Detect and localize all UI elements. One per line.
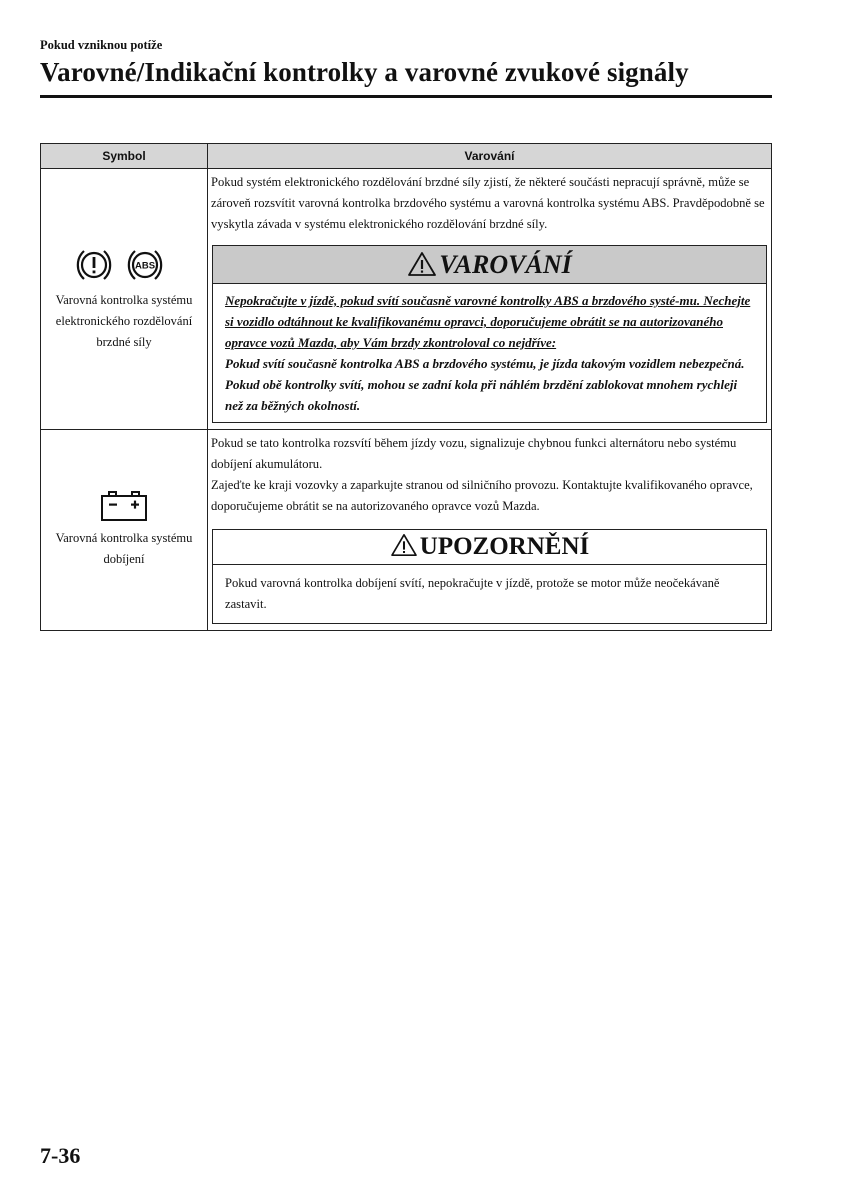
description-text: Zajeďte ke kraji vozovky a zaparkujte stranou od silničního provozu. Kontaktujte kvalifikovaného opravce, doporučujeme obrátit se na autorizovaného opravce vozů Mazda. (211, 478, 753, 513)
section-label: Pokud vzniknou potíže (40, 38, 163, 52)
warning-heading (213, 246, 766, 284)
warning-triangle-icon (407, 251, 437, 277)
title-divider (40, 95, 772, 98)
symbol-cell (41, 169, 208, 430)
page-title: Varovné/Indikační kontrolky a varovné zvukové signály (40, 57, 689, 87)
warning-underlined-text: Nepokračujte v jízdě, pokud svítí současně varovné kontrolky ABS a brzdového systé-mu. Nechejte si vozidlo odtáhnout ke kvalifikovanému opravci, doporučujeme obrátit se na autorizovaného opravce vozů Mazda, aby Vám brzdy zkontroloval co nejdříve: (225, 293, 751, 350)
warning-title: VAROVÁNÍ (439, 250, 572, 279)
symbol-label: elektronického rozdělování (55, 313, 193, 328)
symbol-cell (41, 430, 208, 631)
column-header-warning: Varování (208, 144, 772, 169)
warning-text-cell (208, 169, 772, 430)
warning-lights-table (40, 143, 772, 631)
warning-triangle-icon (390, 533, 418, 557)
abs-text: ABS (134, 260, 156, 271)
warning-text-cell (208, 430, 772, 631)
symbol-label: brzdné síly (96, 334, 152, 349)
page-number: 7-36 (40, 1143, 81, 1168)
caution-text: Pokud varovná kontrolka dobíjení svítí, nepokračujte v jízdě, protože se motor může neočekávaně zastavit. (225, 576, 720, 611)
caution-box (212, 529, 767, 624)
description-text: Pokud systém elektronického rozdělování brzdné síly zjistí, že některé součásti nepracují správně, může se zároveň rozsvítit varovná kontrolka brzdového systému a varovná kontrolka systému ABS. Pravděpodobně se vyskytla závada v systému elektronického rozdělování brzdné síly. (211, 175, 765, 231)
symbol-label: Varovná kontrolka systému (55, 292, 193, 307)
warning-paragraph: Pokud svítí současně kontrolka ABS a brzdového systému, je jízda takovým vozidlem nebezpečná. (225, 356, 745, 371)
battery-charging-icon (99, 490, 149, 522)
warning-box (212, 245, 767, 423)
description-text: Pokud se tato kontrolka rozsvítí během jízdy vozu, signalizuje chybnou funkci alternátoru nebo systému dobíjení akumulátoru. (211, 436, 737, 471)
caution-title: UPOZORNĚNÍ (419, 533, 590, 560)
column-header-symbol: Symbol (41, 144, 208, 169)
caution-heading (213, 530, 766, 565)
table-header-row (41, 144, 772, 169)
warning-body (213, 284, 766, 422)
table-row (41, 430, 772, 631)
brake-abs-warning-icon (75, 246, 173, 284)
table-row (41, 169, 772, 430)
symbol-label: Varovná kontrolka systému (55, 531, 193, 545)
symbol-label: dobíjení (103, 552, 145, 566)
warning-paragraph: Pokud obě kontrolky svítí, mohou se zadní kola při náhlém brzdění zablokovat mnohem rychleji než za běžných okolností. (225, 377, 738, 413)
